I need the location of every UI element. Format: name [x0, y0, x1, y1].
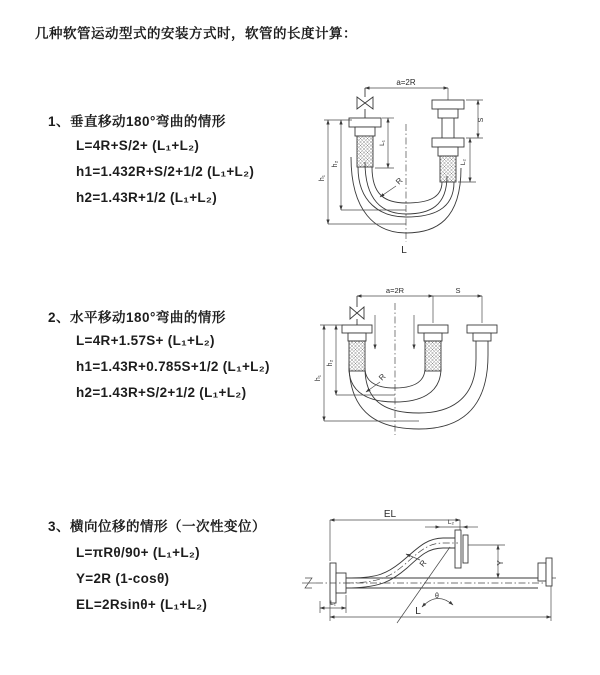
dim-a2r — [365, 78, 448, 100]
dim-label-r: R — [377, 372, 388, 383]
curved-hose — [346, 538, 458, 588]
valve-icon — [357, 88, 373, 118]
diagram-horizontal-180-bend — [310, 283, 595, 458]
dim-label-a2r: a=2R — [385, 286, 405, 295]
dim-label-r: R — [394, 176, 405, 187]
upper-flange — [443, 530, 468, 568]
dim-a2r — [357, 286, 482, 323]
dim-label-s: S — [478, 117, 485, 123]
dim-s — [466, 100, 485, 138]
fitting-length-arrows — [375, 315, 414, 349]
dim-label-l: L — [401, 245, 407, 256]
section2-formula-L: L=4R+1.57S+ (L₁+L₂) — [76, 333, 215, 348]
dim-label-el: EL — [383, 509, 397, 520]
section3-formula-EL: EL=2Rsinθ+ (L₁+L₂) — [76, 597, 208, 612]
section1-formula-h1: h1=1.432R+S/2+1/2 (L₁+L₂) — [76, 164, 255, 179]
dim-label-a2r: a=2R — [396, 78, 416, 87]
dim-label-l2: L₂ — [447, 519, 455, 526]
section2-heading: 2、水平移动180°弯曲的情形 — [48, 310, 226, 325]
valve-icon — [350, 296, 364, 325]
dim-label-h2: h₂ — [332, 160, 339, 168]
section3-formula-Y: Y=2R (1-cosθ) — [76, 571, 170, 586]
dim-l — [330, 586, 551, 621]
right-fitting — [467, 325, 497, 359]
section2-formula-h1: h1=1.43R+0.785S+1/2 (L₁+L₂) — [76, 359, 270, 374]
section1-formula-L: L=4R+S/2+ (L₁+L₂) — [76, 138, 200, 153]
diagram-lateral-displacement — [300, 505, 595, 635]
page-title: 几种软管运动型式的安装方式时，软管的长度计算： — [35, 26, 357, 41]
dim-label-theta: θ — [435, 593, 439, 600]
middle-fitting — [418, 325, 448, 371]
left-fitting — [342, 325, 372, 371]
dim-label-l1: L₁ — [379, 140, 386, 146]
dim-label-s: S — [455, 286, 461, 295]
dim-label-h1: h₁ — [319, 174, 326, 182]
section2-formula-h2: h2=1.43R+S/2+1/2 (L₁+L₂) — [76, 385, 247, 400]
right-fitting — [432, 100, 464, 182]
dim-label-y: Y — [496, 560, 505, 566]
hose-curves — [349, 303, 488, 435]
dim-label-h1: h₁ — [315, 374, 322, 382]
dim-r — [366, 372, 388, 392]
section3-heading: 3、横向位移的情形（一次性变位） — [48, 519, 267, 534]
dim-r — [380, 176, 405, 197]
lower-flange — [538, 558, 552, 586]
centerline-mark — [302, 578, 316, 588]
dim-label-l1: L₁ — [330, 600, 336, 607]
left-fitting — [349, 118, 381, 167]
dim-label-l2: L₂ — [460, 158, 467, 166]
dim-h1 — [315, 325, 419, 421]
section1-formula-h2: h2=1.43R+1/2 (L₁+L₂) — [76, 190, 218, 205]
dim-el — [330, 509, 460, 563]
diagram-vertical-180-bend — [308, 72, 593, 257]
section3-formula-L: L=πRθ/90+ (L₁+L₂) — [76, 545, 200, 560]
dim-label-l: L — [415, 606, 421, 617]
dim-label-r: R — [417, 558, 429, 569]
dim-label-h2: h₂ — [327, 359, 334, 367]
section1-heading: 1、垂直移动180°弯曲的情形 — [48, 114, 226, 129]
